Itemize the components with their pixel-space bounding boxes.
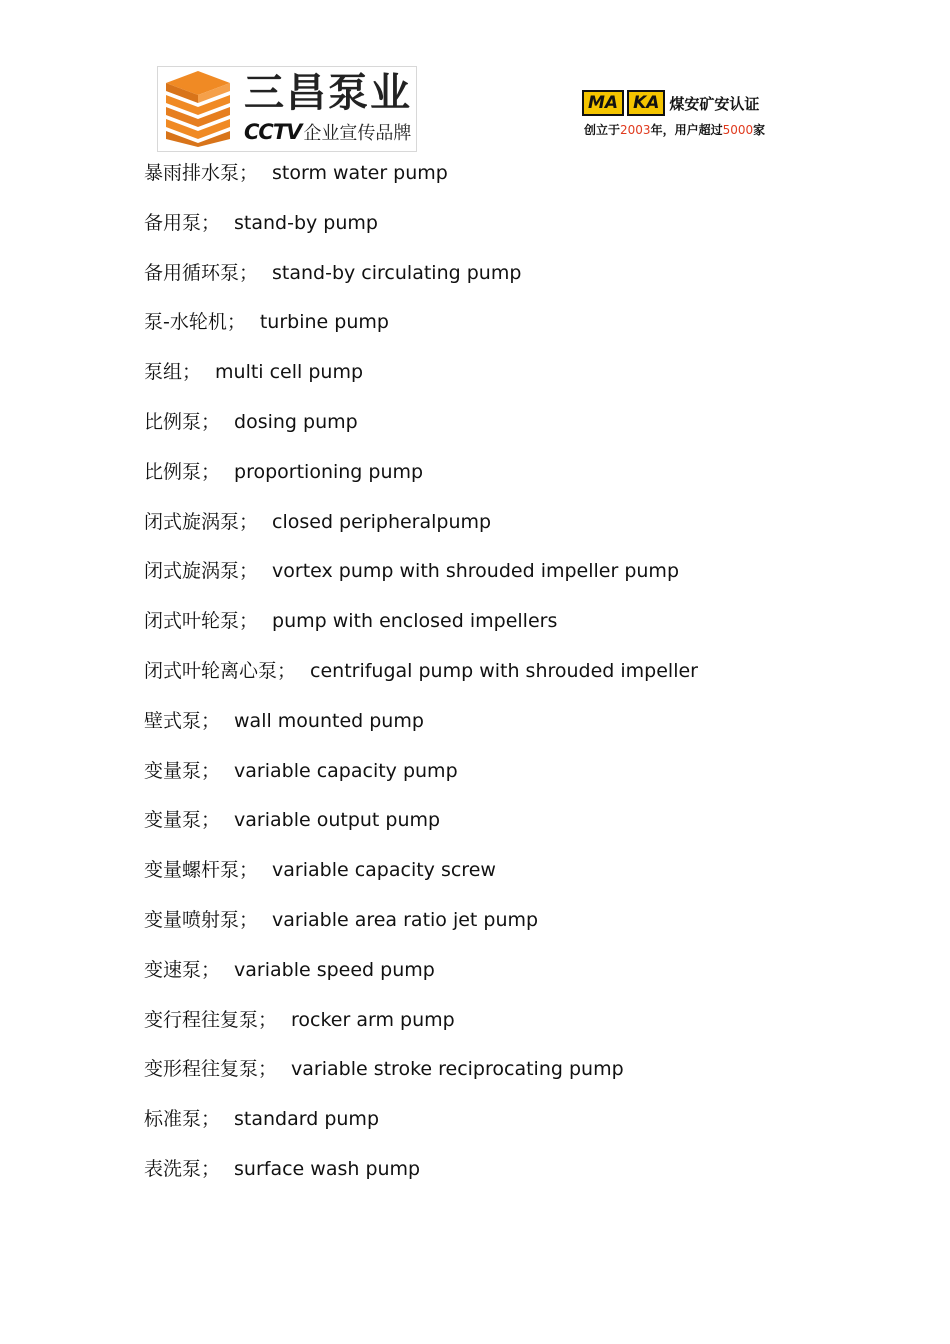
glossary-entry	[144, 758, 904, 808]
english-term: stand-by circulating pump	[272, 261, 522, 284]
glossary-entry	[144, 359, 904, 409]
chinese-term: 备用循环泵；	[144, 261, 259, 284]
chinese-term: 变速泵；	[144, 958, 221, 981]
chinese-term: 变行程往复泵；	[144, 1008, 278, 1031]
founding-year: 2003	[620, 123, 651, 137]
chinese-term: 比例泵；	[144, 460, 221, 483]
ma-badge: MA	[582, 90, 624, 116]
english-term: closed peripheralpump	[272, 510, 492, 533]
english-term: variable speed pump	[234, 958, 435, 981]
glossary-entry	[144, 1056, 904, 1106]
glossary-list	[144, 160, 904, 1206]
chinese-term: 闭式叶轮泵；	[144, 610, 259, 633]
chinese-term: 闭式旋涡泵；	[144, 510, 259, 533]
english-term: stand-by pump	[234, 211, 378, 234]
glossary-entry	[144, 459, 904, 509]
chinese-term: 壁式泵；	[144, 709, 221, 732]
glossary-entry	[144, 1106, 904, 1156]
chinese-term: 泵组；	[144, 361, 202, 384]
chinese-term: 泵-水轮机；	[144, 311, 246, 334]
glossary-entry	[144, 558, 904, 608]
english-term: dosing pump	[234, 410, 358, 433]
company-logo	[157, 66, 417, 152]
ka-badge: KA	[627, 90, 665, 116]
glossary-entry	[144, 907, 904, 957]
english-term: wall mounted pump	[234, 709, 424, 732]
chinese-term: 变量螺杆泵；	[144, 859, 259, 882]
glossary-entry	[144, 658, 904, 708]
english-term: proportioning pump	[234, 460, 424, 483]
founding-line: 创立于2003年，用户超过5000家	[584, 123, 766, 137]
cctv-wordmark: CCTV	[244, 120, 302, 144]
chinese-term: 变量泵；	[144, 759, 221, 782]
chinese-term: 闭式叶轮离心泵；	[144, 659, 297, 682]
english-term: variable capacity screw	[272, 859, 496, 882]
glossary-entry	[144, 509, 904, 559]
stacked-s-logo-icon	[160, 69, 236, 149]
english-term: turbine pump	[259, 311, 389, 334]
logo-slogan: 企业宣传品牌	[303, 123, 412, 144]
chinese-term: 比例泵；	[144, 410, 221, 433]
english-term: variable capacity pump	[234, 759, 458, 782]
glossary-entry	[144, 1156, 904, 1206]
user-count: 5000	[722, 123, 754, 137]
glossary-entry	[144, 1007, 904, 1057]
certification-badges	[582, 90, 759, 116]
chinese-term: 标准泵；	[144, 1108, 221, 1131]
company-name: 三昌泵业	[244, 70, 412, 116]
english-term: variable stroke reciprocating pump	[291, 1058, 624, 1081]
english-term: variable area ratio jet pump	[272, 908, 539, 931]
english-term: multi cell pump	[215, 361, 364, 384]
english-term: pump with enclosed impellers	[272, 610, 558, 633]
glossary-entry	[144, 160, 904, 210]
logo-subtitle	[244, 119, 411, 147]
english-term: surface wash pump	[234, 1157, 421, 1180]
english-term: standard pump	[234, 1108, 380, 1131]
chinese-term: 暴雨排水泵；	[144, 162, 259, 184]
glossary-entry	[144, 260, 904, 310]
glossary-entry	[144, 608, 904, 658]
glossary-entry	[144, 857, 904, 907]
english-term: rocker arm pump	[291, 1008, 455, 1031]
english-term: variable output pump	[234, 809, 441, 832]
chinese-term: 变形程往复泵；	[144, 1058, 278, 1081]
glossary-entry	[144, 309, 904, 359]
glossary-entry	[144, 708, 904, 758]
glossary-entry	[144, 210, 904, 260]
english-term: centrifugal pump with shrouded impeller	[310, 659, 698, 682]
english-term: storm water pump	[272, 162, 448, 184]
glossary-entry	[144, 807, 904, 857]
certification-block	[582, 90, 782, 140]
glossary-entry	[144, 409, 904, 459]
english-term: vortex pump with shrouded impeller pump	[272, 560, 680, 583]
chinese-term: 表洗泵；	[144, 1157, 221, 1180]
glossary-entry	[144, 957, 904, 1007]
chinese-term: 闭式旋涡泵；	[144, 560, 259, 583]
page-header	[0, 0, 950, 160]
certification-title: 煤安矿安认证	[669, 94, 760, 113]
chinese-term: 变量泵；	[144, 809, 221, 832]
chinese-term: 变量喷射泵；	[144, 908, 259, 931]
chinese-term: 备用泵；	[144, 211, 221, 234]
